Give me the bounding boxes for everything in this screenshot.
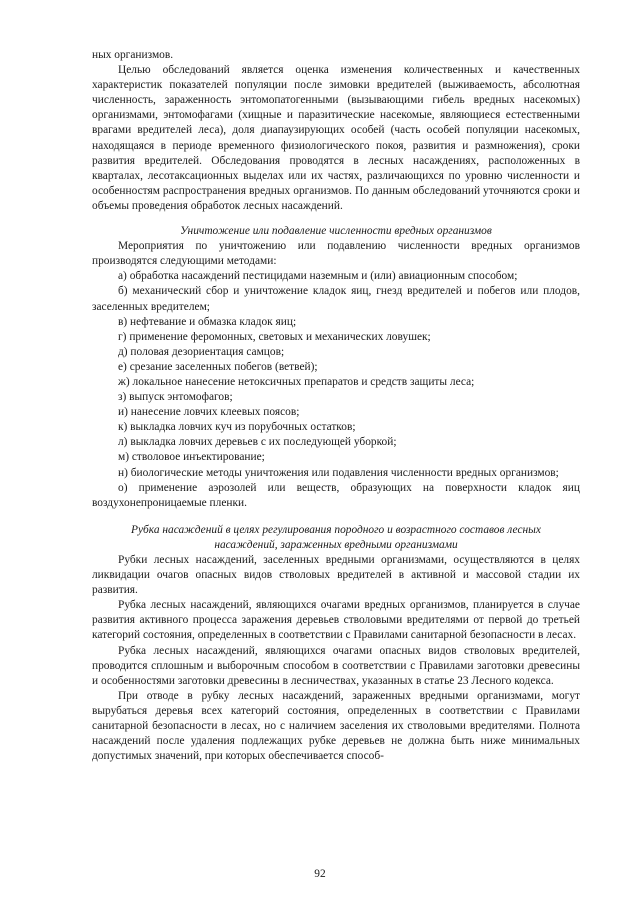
document-page — [92, 48, 580, 764]
list-item: з) выпуск энтомофагов; — [118, 391, 233, 404]
methods-list — [92, 269, 580, 511]
body-paragraph: При отводе в рубку лесных насаждений, зараженных вредными организмами, могут вырубаться деревья всех категорий состояния, определенных в соответствии с Правилами санитарной безопасности в лесах, но с наличием заселения их стволовыми вредителями. Полнота насаждений после удаления подлежащих рубке деревьев не должна быть ниже минимальных допустимых значений, при которых обеспечивается способ- — [92, 689, 580, 763]
intro-paragraph: Целью обследований является оценка изменения количественных и качественных характеристик показателей популяции после зимовки вредителей (выживаемость, абсолютная численность, зараженность энтомопатогенными (вызывающими гибель вредных насекомых) организмами, энтомофагами (хищные и паразитические насекомые, являющиеся естественными врагами вредителей леса), доля диапаузирующих особей (часть особей популяции насекомых, находящаяся в периоде временного физиологического покоя, развития и размножения), сроки развития вредителей. Обследования проводятся в лесных насаждениях, расположенных в кварталах, лесотаксационных выделах или их частях, различающихся по уровню численности и особенностям распространения вредных организмов. По данным обследований уточняются сроки и объемы проведения обработок лесных насаждений. — [92, 64, 580, 212]
body-paragraph: Рубка лесных насаждений, являющихся очагами опасных видов стволовых вредителей, проводится сплошным и выборочным способом в соответствии с Правилами заготовки древесины и особенностями заготовки древесины в лесничествах, указанных в статье 23 Лесного кодекса. — [92, 644, 580, 687]
section-heading-pest-control: Уничтожение или подавление численности вредных организмов — [180, 225, 492, 238]
list-item: н) биологические методы уничтожения или подавления численности вредных организмов; — [118, 466, 559, 479]
body-paragraph: Рубка лесных насаждений, являющихся очагами вредных организмов, планируется в случае развития активного процесса заражения деревьев стволовыми вредителями от первой до третьей категорий состояния, определенных в соответствии с Правилами санитарной безопасности в лесах. — [92, 599, 580, 642]
continuation-text: ных организмов. — [92, 49, 174, 61]
list-item: г) применение феромонных, световых и механических ловушек; — [118, 330, 431, 343]
list-item: б) механический сбор и уничтожение кладок яиц, гнезд вредителей и побегов или плодов, заселенных вредителем; — [92, 285, 580, 313]
list-item: о) применение аэрозолей или веществ, образующих на поверхности кладок яиц воздухонепроницаемые пленки. — [92, 481, 580, 509]
section-heading-sanitary-felling: Рубка насаждений в целях регулирования породного и возрастного составов лесных — [131, 523, 541, 536]
list-item: и) нанесение ловчих клеевых поясов; — [118, 406, 300, 419]
body-paragraph: Рубки лесных насаждений, заселенных вредными организмами, осуществляются в целях ликвидации очагов опасных видов стволовых вредителей в активной и массовой стадии их развития. — [92, 554, 580, 597]
section-lead: Мероприятия по уничтожению или подавлению численности вредных организмов производятся следующими методами: — [92, 240, 580, 268]
section-heading-sanitary-felling-line2: насаждений, зараженных вредными организмами — [214, 538, 458, 551]
list-item: ж) локальное нанесение нетоксичных препаратов и средств защиты леса; — [118, 375, 475, 388]
list-item: а) обработка насаждений пестицидами наземным и (или) авиационным способом; — [118, 270, 518, 283]
list-item: в) нефтевание и обмазка кладок яиц; — [118, 315, 297, 328]
list-item: д) половая дезориентация самцов; — [118, 345, 285, 358]
list-item: м) стволовое инъектирование; — [118, 451, 265, 464]
page-number: 92 — [314, 868, 326, 880]
list-item: е) срезание заселенных побегов (ветвей); — [118, 360, 318, 373]
list-item: л) выкладка ловчих деревьев с их последующей уборкой; — [118, 436, 397, 449]
list-item: к) выкладка ловчих куч из порубочных остатков; — [118, 421, 356, 434]
